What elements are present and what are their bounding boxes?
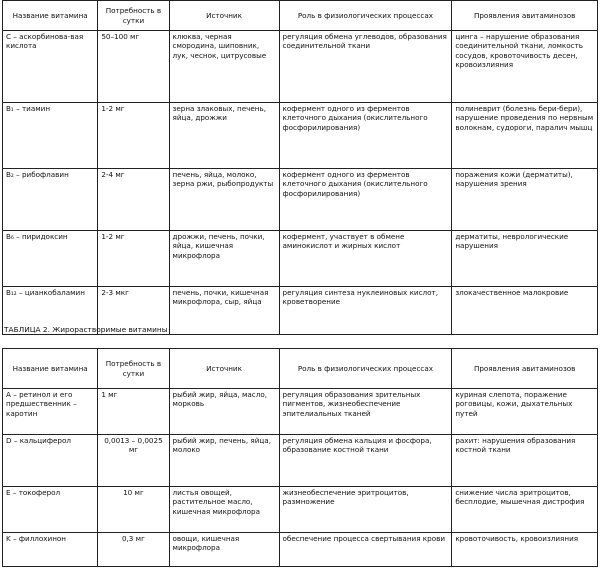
fat-soluble-vitamins-table [2,348,598,567]
source: печень, почки, кишечная микрофлора, сыр, яйца [169,287,279,335]
vitamin-name: E – токоферол [3,487,98,533]
role: регуляция обмена углеводов, образования соединительной ткани [279,31,452,103]
source: дрожжи, печень, почки, яйца, кишечная микрофлора [169,231,279,287]
daily-dose: 2-3 мкг [98,287,169,335]
table-caption: ТАБЛИЦА 2. Жирорастворимые витамины [4,325,168,334]
vitamin-name: D – кальциферол [3,435,98,487]
table-row [3,487,598,533]
table-row [3,103,598,169]
deficiency: полиневрит (болезнь бери-бери), нарушение проведения по нервным волокнам, судороги, паралич мышц [452,103,598,169]
table-row [3,389,598,435]
deficiency: снижение числа эритроцитов, бесплодие, мышечная дистрофия [452,487,598,533]
daily-dose: 50–100 мг [98,31,169,103]
deficiency: куриная слепота, поражение роговицы, кожи, дыхательных путей [452,389,598,435]
role: регуляция синтеза нуклеиновых кислот, кроветворение [279,287,452,335]
header-source: Источник [169,349,279,389]
daily-dose: 1-2 мг [98,103,169,169]
vitamin-name: K – филлохинон [3,533,98,567]
table-row [3,31,598,103]
header-source: Источник [169,1,279,31]
source: рыбий жир, печень, яйца, молоко [169,435,279,487]
header-deficiency: Проявления авитаминозов [452,349,598,389]
header-name: Название витамина [3,349,98,389]
source: печень, яйца, молоко, зерна ржи, рыбопродукты [169,169,279,231]
deficiency: поражения кожи (дерматиты), нарушения зрения [452,169,598,231]
source: овощи, кишечная микрофлора [169,533,279,567]
role: кофермент одного из ферментов клеточного дыхания (окислительного фосфорилирования) [279,169,452,231]
role: жизнеобеспечение эритроцитов, размножение [279,487,452,533]
header-role: Роль в физиологических процессах [279,349,452,389]
header-name: Название витамина [3,1,98,31]
vitamin-name: С – аскорбинова-вая кислота [3,31,98,103]
deficiency: рахит: нарушения образования костной ткани [452,435,598,487]
deficiency: злокачественное малокровие [452,287,598,335]
daily-dose: 2-4 мг [98,169,169,231]
vitamin-name: B₁ – тиамин [3,103,98,169]
table-header-row [3,1,598,31]
daily-dose: 0,3 мг [98,533,169,567]
header-deficiency: Проявления авитаминозов [452,1,598,31]
daily-dose: 1 мг [98,389,169,435]
header-role: Роль в физиологических процессах [279,1,452,31]
deficiency: дерматиты, неврологические нарушения [452,231,598,287]
header-dose: Потребность в сутки [98,1,169,31]
vitamin-name: B₂ – рибофлавин [3,169,98,231]
source: клюква, черная смородина, шиповник, лук, чеснок, цитрусовые [169,31,279,103]
table-row [3,169,598,231]
role: регуляция обмена кальция и фосфора, образование костной ткани [279,435,452,487]
source: листья овощей, растительное масло, кишечная микрофлора [169,487,279,533]
deficiency: цинга – нарушение образования соединительной ткани, ломкость сосудов, кровоточивость десен, кровоизлияния [452,31,598,103]
water-soluble-vitamins-table [2,0,598,335]
role: регуляция образования зрительных пигментов, жизнеобеспечение эпителиальных тканей [279,389,452,435]
source: зерна злаковых, печень, яйца, дрожжи [169,103,279,169]
table-row [3,231,598,287]
role: кофермент, участвует в обмене аминокислот и жирных кислот [279,231,452,287]
deficiency: кровоточивость, кровоизлияния [452,533,598,567]
header-dose: Потребность в сутки [98,349,169,389]
table-row [3,435,598,487]
daily-dose: 10 мг [98,487,169,533]
vitamin-name: A – ретинол и его предшественник – каротин [3,389,98,435]
vitamin-name: B₆ – пиридоксин [3,231,98,287]
role: обеспечение процесса свертывания крови [279,533,452,567]
vitamin-name: B₁₂ – цианкобаламин [3,287,98,335]
daily-dose: 1-2 мг [98,231,169,287]
daily-dose: 0,0013 – 0,0025 мг [98,435,169,487]
role: кофермент одного из ферментов клеточного дыхания (окислительного фосфорилирования) [279,103,452,169]
table-header-row [3,349,598,389]
table-row [3,533,598,567]
source: рыбий жир, яйца, масло, морковь [169,389,279,435]
